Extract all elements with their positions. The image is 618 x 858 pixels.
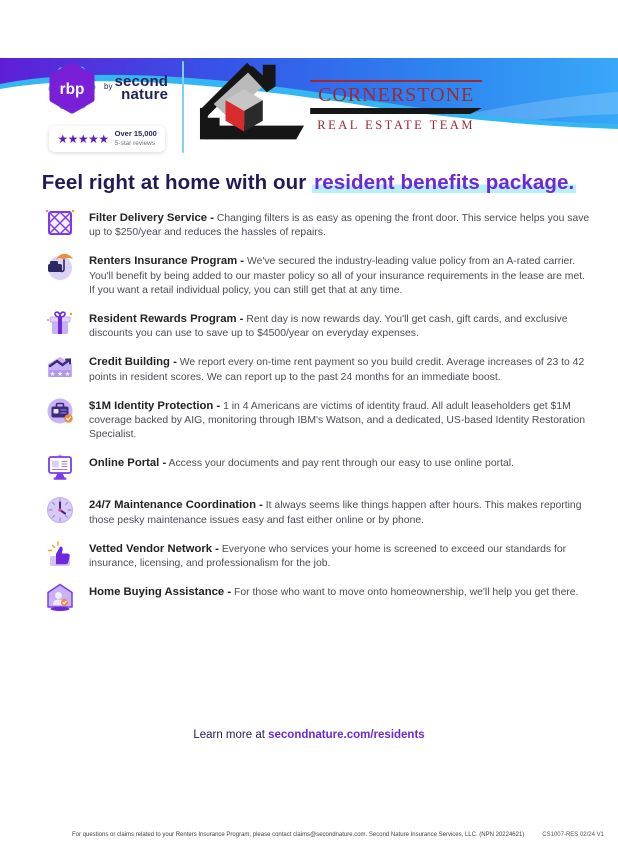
svg-text:rbp: rbp	[59, 80, 85, 98]
benefit-title: $1M Identity Protection -	[89, 399, 221, 412]
rbp-logo-block	[46, 62, 168, 152]
filter-delivery-icon	[44, 207, 76, 239]
benefit-vetted-vendor	[44, 541, 592, 571]
cornerstone-black-bar	[310, 108, 482, 114]
benefit-description: Access your documents and pay rent through our easy to use online portal.	[168, 458, 514, 470]
reviews-count: Over 15,000	[114, 128, 157, 138]
benefit-title: Home Buying Assistance -	[89, 586, 232, 599]
rewards-gift-icon	[44, 308, 76, 340]
learn-more-prefix: Learn more at	[193, 729, 269, 742]
page-title	[0, 171, 618, 195]
logo-divider	[182, 61, 184, 153]
home-buying-icon	[44, 581, 76, 613]
benefit-description: We've secured the industry-leading value policy from an A-rated carrier. You'll benefit by being added to our master policy so all of your insurance requirements in the lease are met. If you want a retail individual policy, you can still get that at any time.	[89, 256, 586, 296]
cornerstone-top-rule	[310, 80, 482, 82]
benefit-title: Credit Building -	[89, 356, 177, 369]
benefit-description: We report every on-time rent payment so you build credit. Average increases of 23 to 42 points in resident scores. We can report up to the past 24 months for an immediate boost.	[89, 357, 585, 383]
benefit-maintenance-coordination	[44, 497, 592, 527]
headline-prefix: Feel right at home with our	[41, 171, 313, 194]
headline-highlight: resident benefits package.	[314, 171, 575, 194]
doc-code: CS1007-RES 02/24 V1	[542, 832, 604, 838]
online-portal-icon	[44, 452, 76, 484]
identity-protection-icon	[44, 395, 76, 427]
benefit-description: Changing filters is as easy as opening the front door. This service helps you save up to $250/year and reduces the hassles of repairs.	[89, 213, 590, 239]
benefit-description: 1 in 4 Americans are victims of identity fraud. All adult leaseholders get $1M coverage backed by AIG, monitoring through IBM's Watson, and a dedicated, US-based Identity Restoration Specialist.	[89, 400, 586, 441]
learn-more-link[interactable]: secondnature.com/residents	[268, 729, 425, 742]
logo-row	[46, 58, 482, 155]
rbp-hexagon-logo	[46, 62, 98, 119]
benefit-title: 24/7 Maintenance Coordination -	[89, 499, 263, 512]
benefit-title: Filter Delivery Service -	[89, 212, 214, 224]
second-nature-wordmark: second nature	[114, 73, 169, 103]
legal-notice: For questions or claims related to your Renters Insurance Program, please contact claims@secondnature.com. Second Nature Insurance Services, LLC. (NPN 20224621)	[72, 832, 525, 838]
benefit-home-buying	[44, 584, 592, 613]
reviews-badge	[49, 126, 164, 152]
cornerstone-tagline: REAL ESTATE TEAM	[317, 118, 476, 132]
benefit-description: Everyone who services your home is screened to exceed our standards for insurance, licensing, and professionalism for the job.	[89, 543, 567, 570]
benefit-title: Vetted Vendor Network -	[89, 542, 219, 555]
rbp-by-label: by	[104, 82, 113, 91]
benefit-description: For those who want to move onto homeownership, we'll help you get there.	[233, 587, 579, 599]
benefit-description: It always seems like things happen after hours. This makes reporting those pesky maintenance issues easy and fast either online or by phone.	[89, 500, 582, 526]
legal-footer	[16, 832, 604, 838]
benefit-title: Resident Rewards Program -	[89, 313, 244, 326]
learn-more	[0, 729, 618, 741]
cornerstone-house-icon	[198, 58, 306, 155]
five-stars-icon: ★★★★★	[57, 131, 109, 146]
benefit-renters-insurance	[44, 253, 592, 298]
benefit-resident-rewards	[44, 311, 592, 341]
cornerstone-name: CORNERSTONE	[318, 84, 475, 106]
credit-building-icon	[44, 351, 76, 383]
benefit-credit-building	[44, 354, 592, 384]
svg-text:★ ★ ★: ★ ★ ★	[49, 371, 71, 379]
benefit-description: Rent day is now rewards day. You'll get cash, gift cards, and exclusive discounts you can use to save up to $4500/year on everyday expenses.	[89, 314, 568, 340]
vetted-vendor-icon	[44, 538, 76, 570]
benefit-online-portal	[44, 455, 592, 484]
benefit-title: Online Portal -	[89, 457, 167, 470]
maintenance-clock-icon	[44, 494, 76, 526]
benefit-filter-delivery	[44, 210, 592, 240]
benefit-title: Renters Insurance Program -	[89, 255, 245, 268]
cornerstone-logo-block	[198, 58, 482, 155]
renters-insurance-icon	[44, 250, 76, 282]
benefit-identity-protection	[44, 398, 592, 443]
benefits-list	[44, 210, 592, 613]
reviews-caption: 5-star reviews	[114, 139, 156, 147]
